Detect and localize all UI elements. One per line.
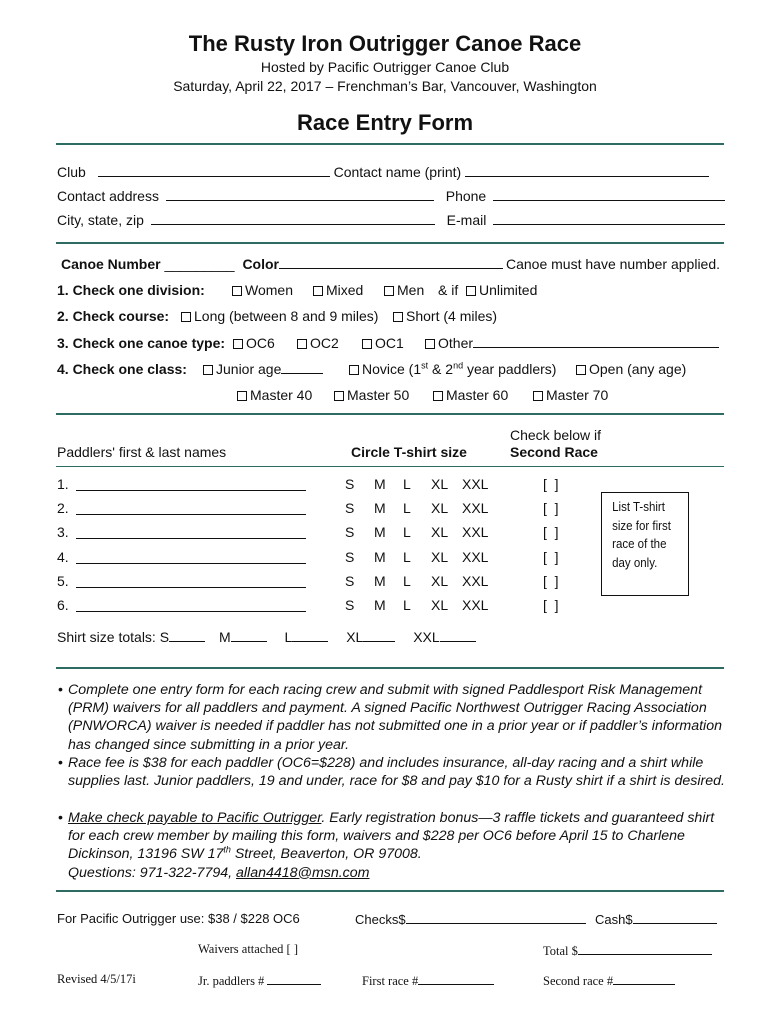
size-option-m[interactable]: M (374, 572, 386, 589)
checkbox-icon[interactable] (425, 339, 435, 349)
class-novice[interactable]: Novice (1st & 2nd year paddlers) (349, 361, 556, 377)
second-race-checkbox[interactable]: [ ] (543, 548, 559, 565)
checkbox-icon[interactable] (237, 391, 247, 401)
checkbox-icon[interactable] (297, 339, 307, 349)
totals-xl-field[interactable] (363, 629, 395, 642)
checkbox-icon[interactable] (466, 286, 476, 296)
second-race-checkbox[interactable]: [ ] (543, 572, 559, 589)
tshirt-note: List T-shirt size for first race of the day only. (612, 500, 671, 570)
canoe-type-label: 3. Check one canoe type: (57, 335, 226, 351)
club-row (57, 164, 709, 180)
class-master50[interactable]: Master 50 (334, 387, 409, 403)
size-option-s[interactable]: S (345, 524, 355, 541)
date-place-line: Saturday, April 22, 2017 – Frenchman’s Bar, Vancouver, Washington (173, 78, 597, 94)
second-race-field[interactable] (613, 972, 675, 985)
host-line: Hosted by Pacific Outrigger Canoe Club (260, 59, 510, 75)
division-men[interactable]: Men (384, 282, 424, 298)
check-header-1: Check below if (510, 427, 602, 443)
size-option-s[interactable]: S (345, 476, 355, 492)
size-option-xl[interactable]: XL (431, 597, 449, 613)
address-row (57, 188, 725, 204)
checkbox-icon[interactable] (362, 339, 372, 349)
phone-label: Phone (445, 188, 487, 204)
checkbox-icon[interactable] (384, 286, 394, 296)
paddler-name-field[interactable] (76, 575, 306, 588)
canoe-row (61, 256, 503, 272)
division-women[interactable]: Women (232, 282, 293, 298)
city-field[interactable] (151, 212, 435, 225)
divider-instructions (56, 667, 724, 669)
course-long[interactable]: Long (between 8 and 9 miles) (181, 308, 378, 324)
checkbox-icon[interactable] (349, 365, 359, 375)
paddler-number: 2. (57, 500, 69, 517)
names-header: Paddlers' first & last names (57, 444, 227, 460)
club-field[interactable] (98, 164, 330, 177)
other-field[interactable] (473, 335, 719, 348)
divider-contact (56, 242, 724, 244)
divider-table-header (56, 466, 724, 467)
color-label: Color (242, 256, 279, 272)
size-option-xxl[interactable]: XXL (462, 476, 489, 492)
office-use-label: For Pacific Outrigger use: $38 / $228 OC6 (57, 911, 300, 926)
size-option-m[interactable]: M (374, 500, 386, 517)
email-field[interactable] (493, 212, 725, 225)
event-title: The Rusty Iron Outrigger Canoe Race (188, 31, 582, 56)
email-label: E-mail (446, 212, 487, 228)
second-race-checkbox[interactable]: [ ] (543, 524, 559, 541)
paddler-number: 4. (57, 548, 69, 565)
second-race-checkbox[interactable]: [ ] (543, 476, 559, 492)
size-option-s[interactable]: S (345, 597, 355, 613)
totals-l-label: L (284, 629, 293, 645)
totals-xxl-label: XXL (413, 629, 440, 645)
paddler-number: 3. (57, 524, 69, 541)
canoe-number-field[interactable]: _________ (164, 256, 235, 272)
type-oc6[interactable]: OC6 (233, 335, 275, 351)
first-race-row (362, 972, 494, 989)
paddler-number: 6. (57, 597, 69, 613)
jr-paddlers-row (198, 972, 321, 989)
form-title: Race Entry Form (296, 110, 474, 135)
checkbox-icon[interactable] (181, 312, 191, 322)
class-label: 4. Check one class: (57, 361, 187, 377)
division-unlimited[interactable]: Unlimited (466, 282, 537, 298)
cash-field[interactable] (633, 911, 717, 924)
checks-row (355, 911, 586, 927)
jr-label: Jr. paddlers # (198, 974, 265, 988)
paddler-number: 5. (57, 572, 69, 589)
second-race-checkbox[interactable]: [ ] (543, 597, 559, 613)
club-label: Club (57, 164, 86, 180)
shirt-totals-row (57, 629, 476, 645)
checkbox-icon[interactable] (433, 391, 443, 401)
course-short[interactable]: Short (4 miles) (393, 308, 497, 324)
size-option-xl[interactable]: XL (431, 548, 449, 565)
questions-text: Questions: 971-322-7794, (68, 864, 236, 881)
divider-top (56, 143, 724, 145)
checks-label: Checks$ (355, 912, 406, 927)
second-race-row (543, 972, 675, 989)
totals-xl-label: XL (346, 629, 364, 645)
size-option-xxl[interactable]: XXL (462, 572, 489, 589)
bullet-icon: • (58, 810, 63, 826)
class-master70[interactable]: Master 70 (533, 387, 608, 403)
division-and-if: & if (438, 282, 459, 298)
first-race-field[interactable] (418, 972, 494, 985)
canoe-number-label: Canoe Number (61, 256, 161, 272)
checkbox-icon[interactable] (533, 391, 543, 401)
second-race-checkbox[interactable]: [ ] (543, 500, 559, 517)
size-option-l[interactable]: L (403, 597, 411, 613)
size-option-s[interactable]: S (345, 572, 355, 589)
check-header-2: Second Race (510, 444, 598, 460)
size-option-m[interactable]: M (374, 597, 386, 613)
totals-xxl-field[interactable] (440, 629, 476, 642)
instruction-3: • Make check payable to Pacific Outrigger. Early registration bonus—3 raffle tickets and guaranteed shirt for each crew member by mailing this form, waivers and $228 per OC6 before April 15 to Charlene Dickinson, 13196 SW 17th Street, Beaverton, OR 97008. Questions: 971-322-7794, allan4418@msn.com (58, 810, 715, 881)
size-option-xl[interactable]: XL (431, 476, 449, 492)
totals-s-field[interactable] (169, 629, 205, 642)
bullet-icon: • (58, 755, 63, 771)
address-field[interactable] (166, 188, 434, 201)
tshirt-header: Circle T-shirt size (351, 444, 467, 460)
size-option-s[interactable]: S (345, 500, 355, 517)
total-label: Total $ (543, 944, 578, 958)
divider-class (56, 413, 724, 415)
address-label: Contact address (57, 188, 159, 204)
phone-field[interactable] (493, 188, 725, 201)
color-field[interactable] (279, 256, 503, 269)
size-option-m[interactable]: M (374, 548, 386, 565)
class-master40[interactable]: Master 40 (237, 387, 312, 403)
junior-age-field[interactable] (281, 361, 323, 374)
size-option-m[interactable]: M (374, 476, 386, 492)
paddler-name-field[interactable] (76, 551, 306, 564)
contact-name-label: Contact name (print) (333, 164, 462, 180)
paddler-name-field[interactable] (76, 478, 306, 491)
canoe-note: Canoe must have number applied. (506, 256, 721, 272)
checkbox-icon[interactable] (232, 286, 242, 296)
contact-name-field[interactable] (465, 164, 709, 177)
paddler-number: 1. (57, 476, 69, 492)
checkbox-icon[interactable] (313, 286, 323, 296)
city-row (57, 212, 725, 228)
class-master60[interactable]: Master 60 (433, 387, 508, 403)
second-race-label: Second race # (543, 974, 614, 988)
checkbox-icon[interactable] (233, 339, 243, 349)
totals-m-label: M (218, 629, 231, 645)
check-payable-link: Make check payable to Pacific Outrigger (68, 810, 322, 826)
tshirt-note-box (601, 492, 689, 596)
totals-m-field[interactable] (231, 629, 267, 642)
course-label: 2. Check course: (57, 308, 170, 324)
checkbox-icon[interactable] (393, 312, 403, 322)
class-junior[interactable]: Junior age (203, 361, 323, 377)
type-oc1[interactable]: OC1 (362, 335, 404, 351)
size-option-xxl[interactable]: XXL (462, 548, 489, 565)
division-mixed[interactable]: Mixed (313, 282, 363, 298)
size-option-s[interactable]: S (345, 548, 355, 565)
paddler-name-field[interactable] (76, 599, 306, 612)
checkbox-icon[interactable] (334, 391, 344, 401)
email-link[interactable]: allan4418@msn.com (236, 864, 370, 881)
divider-office (56, 890, 724, 892)
totals-label: Shirt size totals: (57, 629, 156, 645)
paddler-name-field[interactable] (76, 526, 306, 539)
size-option-xl[interactable]: XL (431, 500, 449, 517)
size-option-xxl[interactable]: XXL (462, 597, 489, 613)
waivers-attached: Waivers attached [ ] (198, 942, 298, 956)
size-option-l[interactable]: L (403, 476, 411, 492)
size-option-xl[interactable]: XL (431, 524, 449, 541)
size-option-xxl[interactable]: XXL (462, 524, 489, 541)
first-race-label: First race # (362, 974, 419, 988)
size-option-l[interactable]: L (403, 524, 411, 541)
checkbox-icon[interactable] (203, 365, 213, 375)
cash-label: Cash$ (595, 912, 633, 927)
city-label: City, state, zip (57, 212, 144, 228)
instruction-1: • Complete one entry form for each racing crew and submit with signed Paddlesport Risk Management (PRM) waivers for all paddlers and payment. A signed Pacific Northwest Outrigger Racing Association (PNWORCA) waiver is needed if paddler has not submitted one in a prior year or if paddler’s information has changed since submitting in a prior year. (58, 682, 722, 753)
jr-field[interactable] (267, 972, 321, 985)
type-oc2[interactable]: OC2 (297, 335, 339, 351)
checks-field[interactable] (406, 911, 586, 924)
size-option-l[interactable]: L (403, 572, 411, 589)
totals-s-label: S (159, 629, 170, 645)
division-label: 1. Check one division: (57, 282, 205, 298)
size-option-l[interactable]: L (403, 548, 411, 565)
size-option-m[interactable]: M (374, 524, 386, 541)
size-option-xl[interactable]: XL (431, 572, 449, 589)
bullet-icon: • (58, 682, 63, 698)
paddler-name-field[interactable] (76, 502, 306, 515)
type-other[interactable]: Other (425, 335, 719, 351)
totals-l-field[interactable] (292, 629, 328, 642)
instruction-2: • Race fee is $38 for each paddler (OC6=$228) and includes insurance, all-day racing and a shirt while supplies last. Junior paddlers, 19 and under, race for $8 and pay $10 for a Rusty shirt if a shirt is desired. (58, 755, 725, 790)
revised-date: Revised 4/5/17i (57, 972, 136, 986)
cash-row (595, 911, 717, 927)
size-option-xxl[interactable]: XXL (462, 500, 489, 517)
class-open[interactable]: Open (any age) (576, 361, 686, 377)
size-option-l[interactable]: L (403, 500, 411, 517)
total-row (543, 942, 712, 959)
checkbox-icon[interactable] (576, 365, 586, 375)
total-field[interactable] (578, 942, 712, 955)
